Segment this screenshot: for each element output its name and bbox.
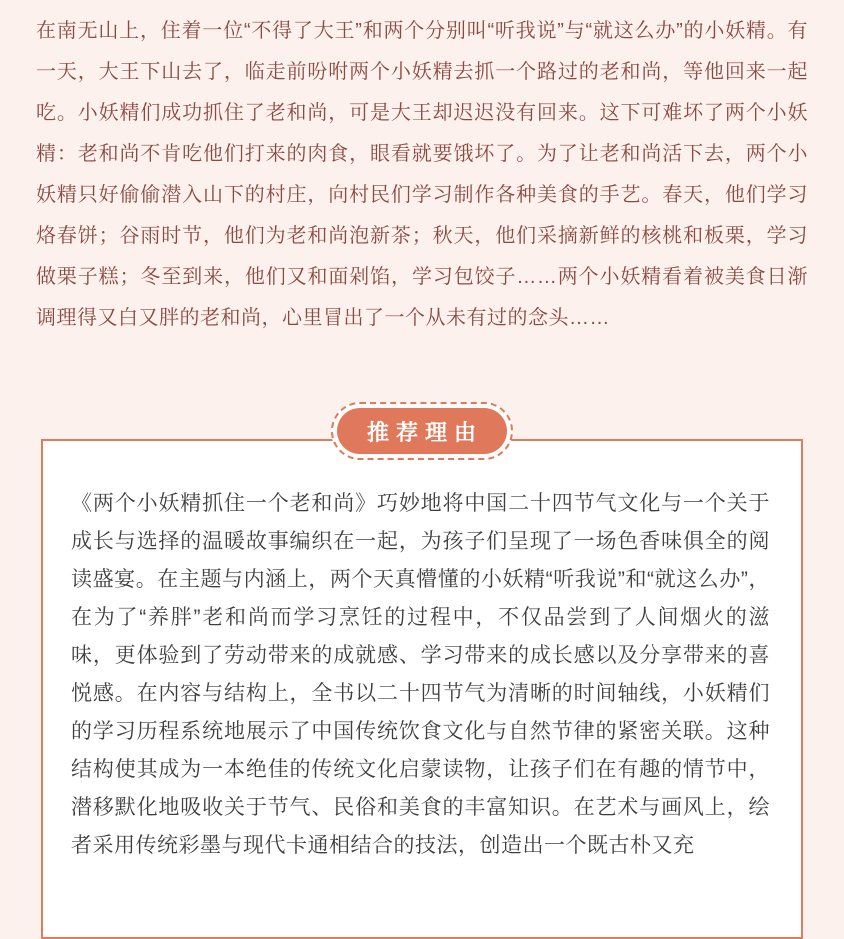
story-synopsis-paragraph: 在南无山上，住着一位“不得了大王”和两个分别叫“听我说”与“就这么办”的小妖精。有一天，大王下山去了，临走前吩咐两个小妖精去抓一个路过的老和尚，等他回来一起吃。小妖精们成功抓住了老和尚，可是大王却迟迟没有回来。这下可难坏了两个小妖精：老和尚不肯吃他们打来的肉食，眼看就要饿坏了。为了让老和尚活下去，两个小妖精只好偷偷潜入山下的村庄，向村民们学习制作各种美食的手艺。春天，他们学习烙春饼；谷雨时节，他们为老和尚泡新茶；秋天，他们采摘新鲜的核桃和板栗，学习做栗子糕；冬至到来，他们又和面剁馅，学习包饺子……两个小妖精看着被美食日渐调理得又白又胖的老和尚，心里冒出了一个从未有过的念头…… (36, 20, 808, 329)
recommendation-badge (337, 408, 507, 454)
recommendation-badge-outline (331, 402, 513, 460)
recommendation-badge-label: 推荐理由 (366, 419, 484, 445)
recommendation-body-paragraph: 《两个小妖精抓住一个老和尚》巧妙地将中国二十四节气文化与一个关于成长与选择的温暖故事编织在一起，为孩子们呈现了一场色香味俱全的阅读盛宴。在主题与内涵上，两个天真懵懂的小妖精“听我说”和“就这么办”，在为了“养胖”老和尚而学习烹饪的过程中，不仅品尝到了人间烟火的滋味，更体验到了劳动带来的成就感、学习带来的成长感以及分享带来的喜悦感。在内容与结构上，全书以二十四节气为清晰的时间轴线，小妖精们的学习历程系统地展示了中国传统饮食文化与自然节律的紧密关联。这种结构使其成为一本绝佳的传统文化启蒙读物，让孩子们在有趣的情节中，潜移默化地吸收关于节气、民俗和美食的丰富知识。在艺术与画风上，绘者采用传统彩墨与现代卡通相结合的技法，创造出一个既古朴又充 (71, 492, 770, 857)
recommendation-card (41, 419, 803, 939)
